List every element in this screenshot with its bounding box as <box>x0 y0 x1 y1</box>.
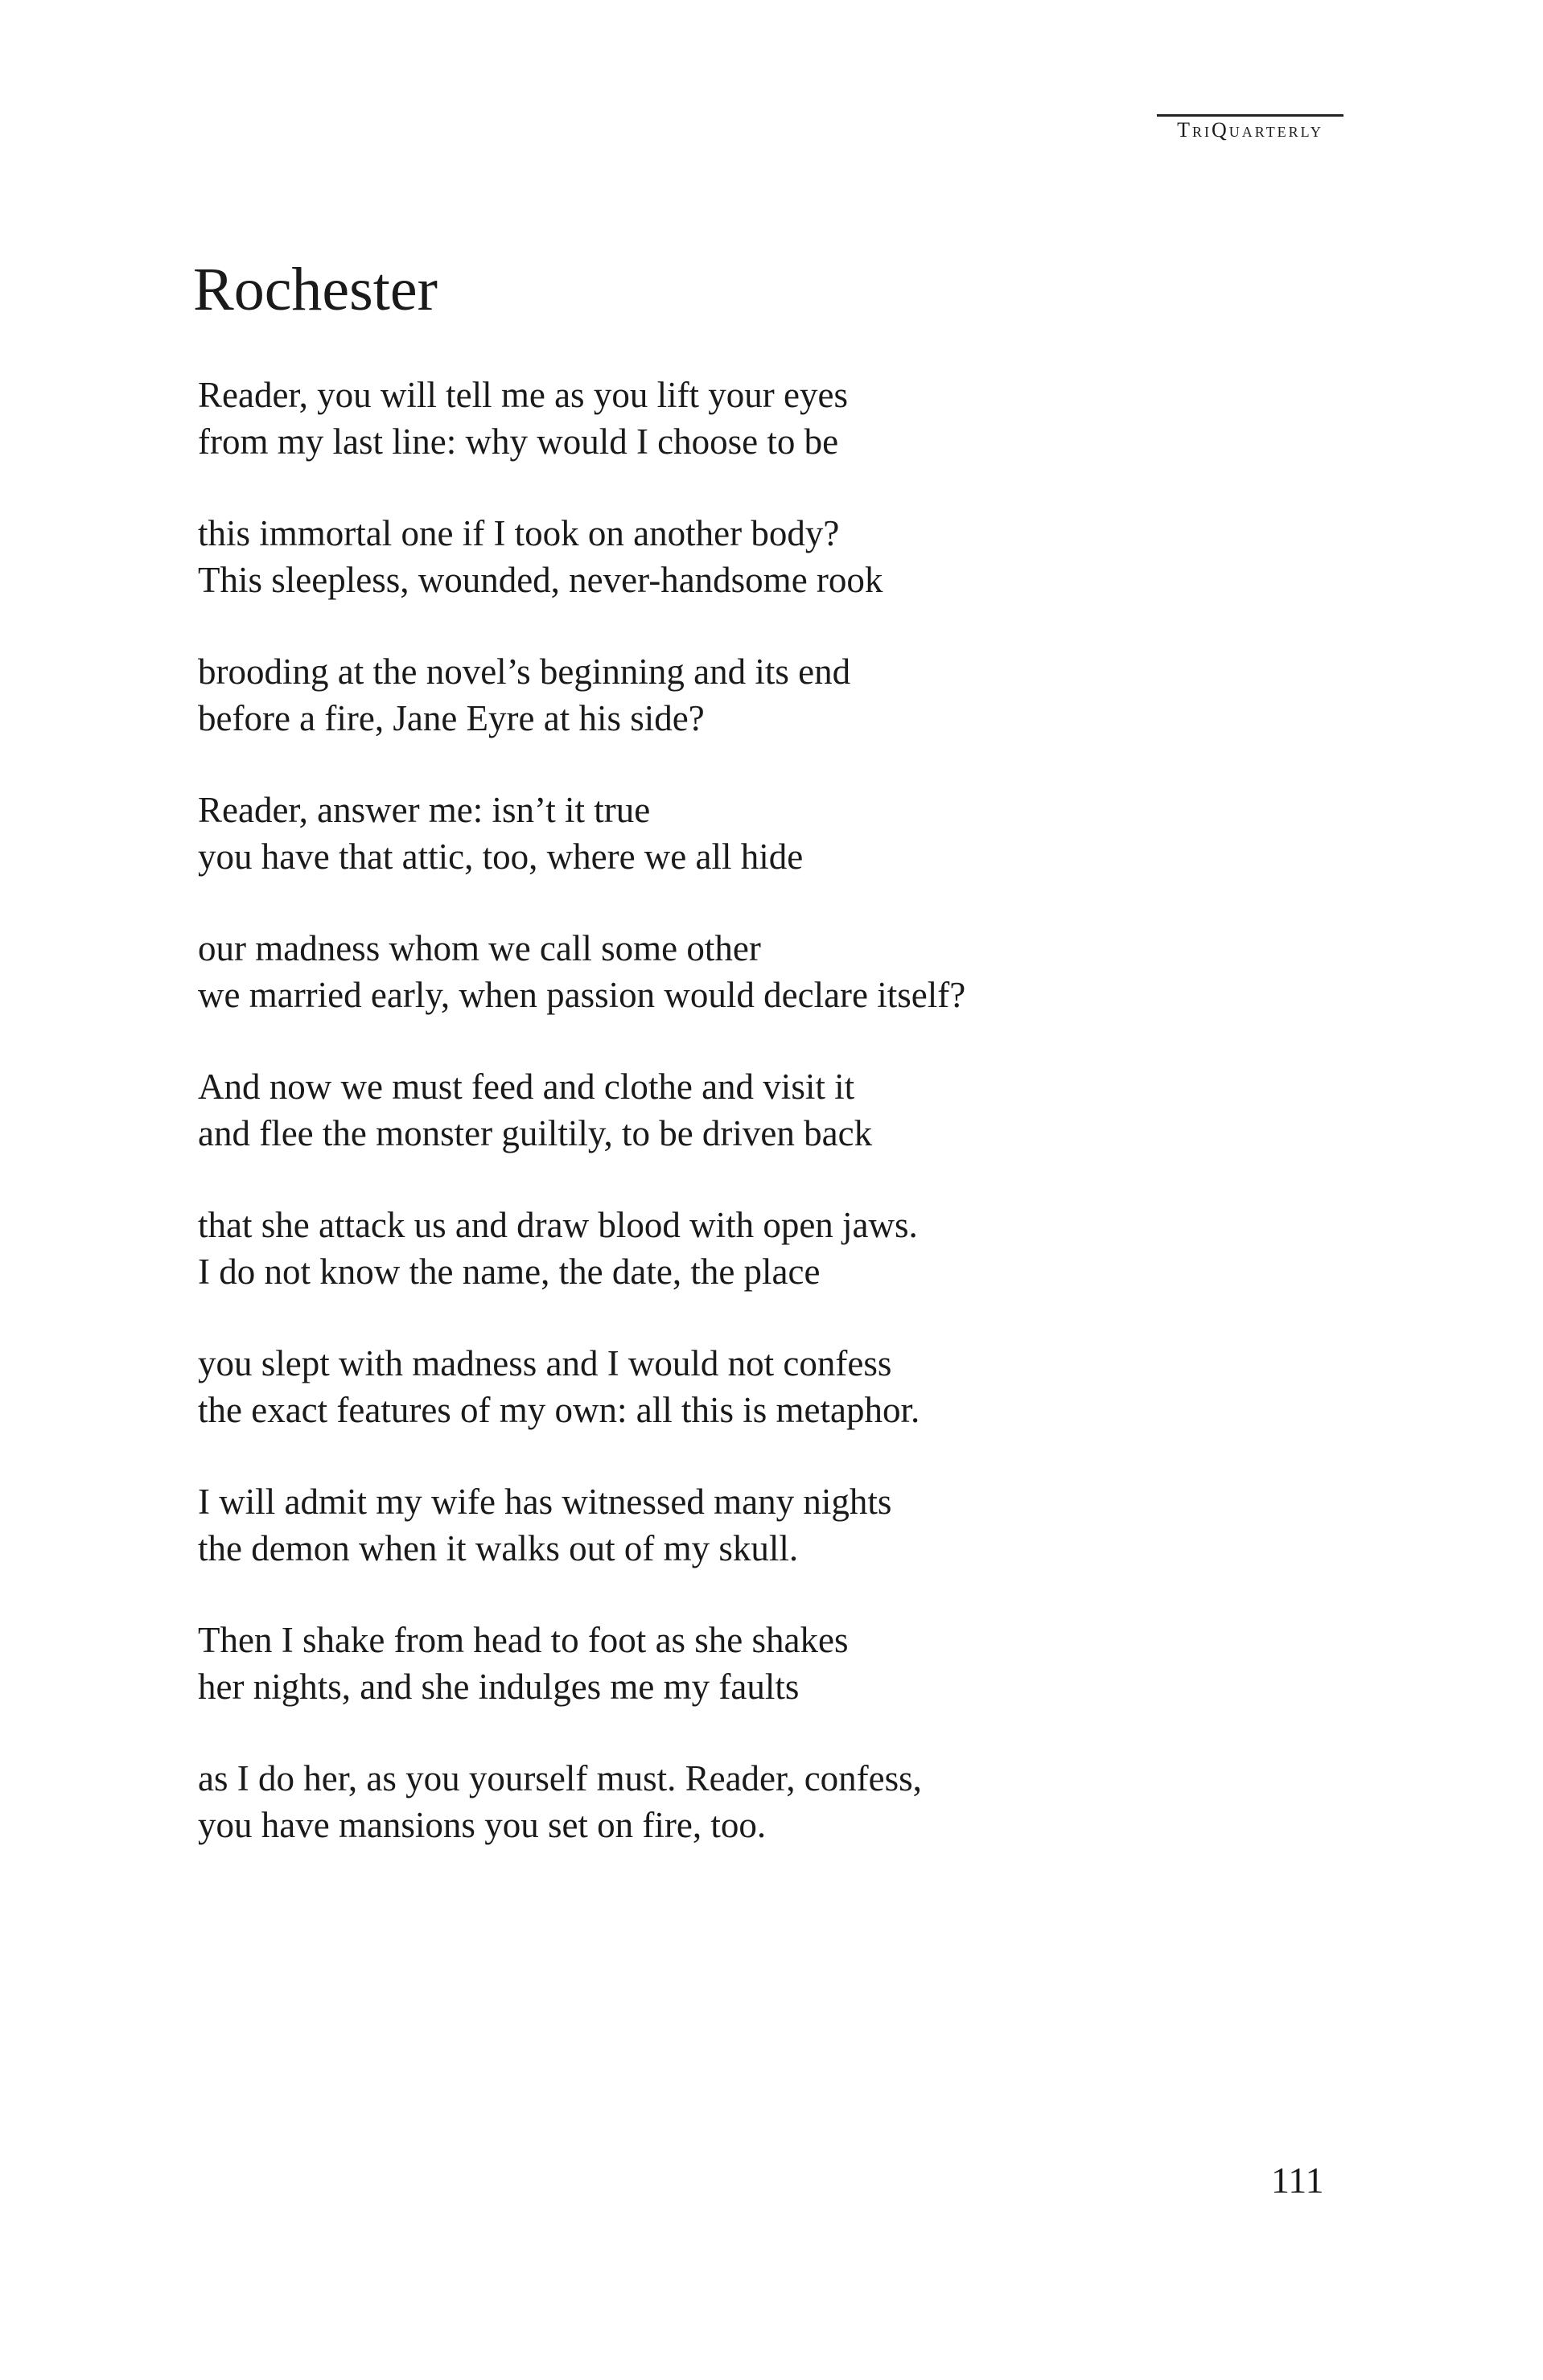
poem-line: as I do her, as you yourself must. Reader, confess, <box>198 1758 922 1798</box>
stanza <box>198 925 1244 1018</box>
poem-line: And now we must feed and clothe and visit it <box>198 1067 855 1107</box>
stanza <box>198 372 1244 465</box>
poem-line: this immortal one if I took on another body? <box>198 513 840 553</box>
page-number: 111 <box>1271 2160 1324 2201</box>
stanza <box>198 1202 1244 1295</box>
poem-line: and flee the monster guiltily, to be driven back <box>198 1113 873 1153</box>
running-head: TriQuarterly <box>1157 114 1343 142</box>
poem-title: Rochester <box>193 256 438 323</box>
poem-line: you have that attic, too, where we all hide <box>198 836 804 877</box>
poem-line: Reader, answer me: isn’t it true <box>198 790 651 830</box>
poem-line: This sleepless, wounded, never-handsome rook <box>198 560 883 600</box>
poem-line: Reader, you will tell me as you lift your eyes <box>198 375 849 415</box>
poem-line: that she attack us and draw blood with open jaws. <box>198 1205 918 1245</box>
poem-line: the demon when it walks out of my skull. <box>198 1528 799 1568</box>
poem-line: from my last line: why would I choose to be <box>198 421 839 462</box>
poem-line: the exact features of my own: all this is metaphor. <box>198 1390 920 1430</box>
poem-line: before a fire, Jane Eyre at his side? <box>198 698 705 738</box>
stanza <box>198 1755 1244 1848</box>
stanza <box>198 510 1244 603</box>
poem-line: our madness whom we call some other <box>198 928 761 968</box>
stanza <box>198 1340 1244 1433</box>
stanza <box>198 1478 1244 1572</box>
poem-line: you slept with madness and I would not confess <box>198 1343 892 1383</box>
poem-line: Then I shake from head to foot as she shakes <box>198 1620 849 1660</box>
poem-line: you have mansions you set on fire, too. <box>198 1805 767 1845</box>
poem-line: brooding at the novel’s beginning and its end <box>198 652 851 692</box>
poem-line: we married early, when passion would declare itself? <box>198 975 966 1015</box>
poem-line: I will admit my wife has witnessed many nights <box>198 1482 892 1522</box>
stanza <box>198 1063 1244 1157</box>
stanza <box>198 1617 1244 1710</box>
poem-body <box>198 372 1244 1893</box>
poem-line: I do not know the name, the date, the place <box>198 1252 821 1292</box>
stanza <box>198 787 1244 880</box>
stanza <box>198 648 1244 742</box>
poem-line: her nights, and she indulges me my faults <box>198 1667 800 1707</box>
